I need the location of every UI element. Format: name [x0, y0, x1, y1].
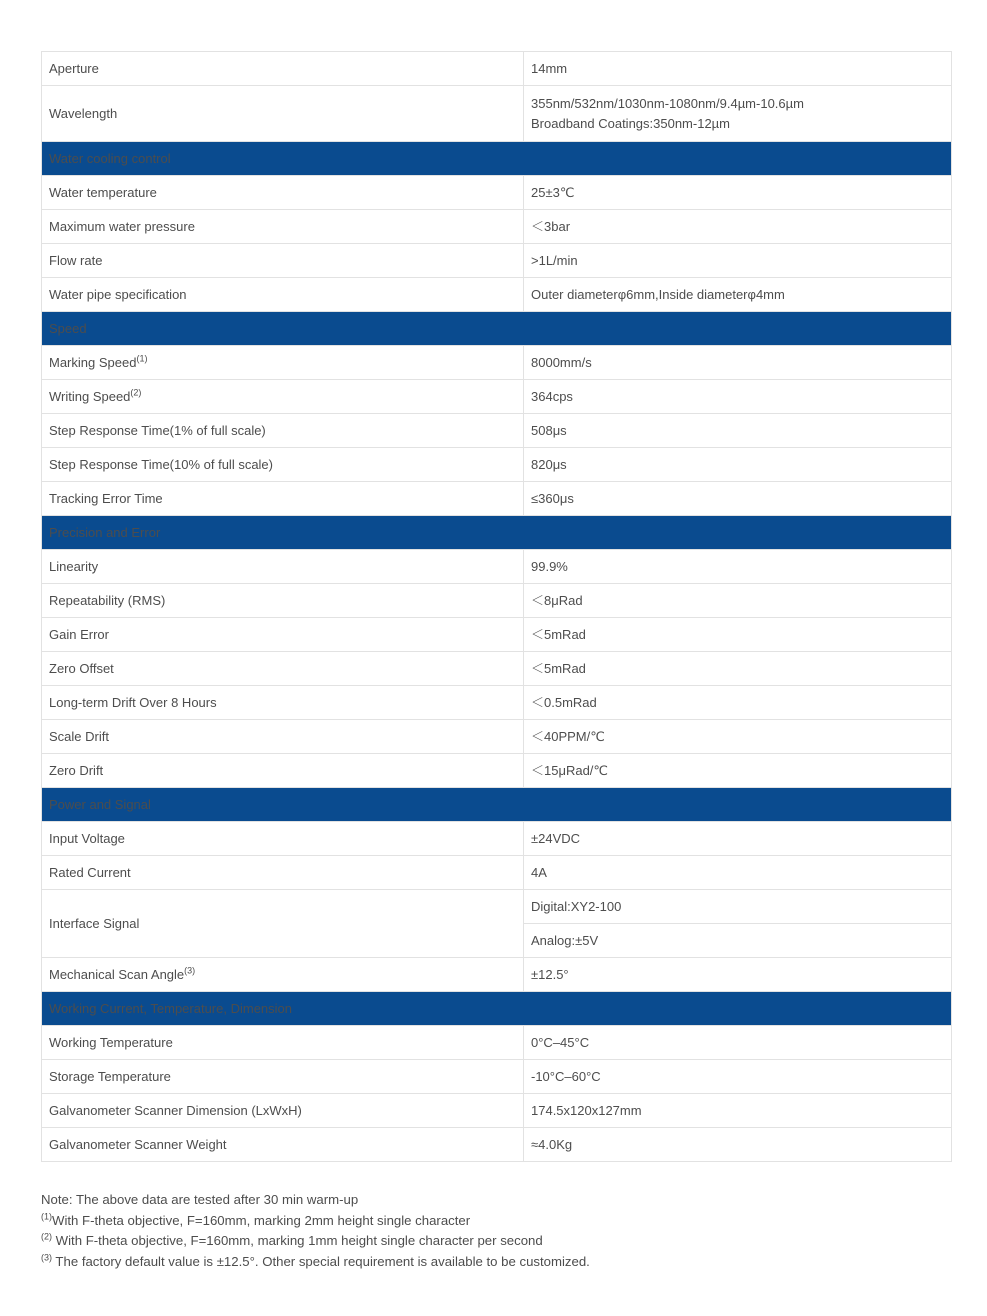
spec-value-line: 355nm/532nm/1030nm-1080nm/9.4µm-10.6µm	[531, 95, 804, 111]
footnote-marker: (3)	[41, 1252, 52, 1263]
spec-label: Interface Signal	[42, 890, 524, 958]
table-row	[42, 176, 952, 210]
spec-value: Outer diameterφ6mm,Inside diameterφ4mm	[524, 278, 952, 312]
table-row	[42, 1094, 952, 1128]
table-row	[42, 686, 952, 720]
spec-label: Linearity	[42, 550, 524, 584]
spec-value: Digital:XY2-100	[524, 890, 952, 924]
spec-label: Gain Error	[42, 618, 524, 652]
footnote-marker: (2)	[130, 387, 142, 398]
spec-value: 4A	[524, 856, 952, 890]
spec-value: 25±3℃	[524, 176, 952, 210]
table-row	[42, 584, 952, 618]
spec-value: 14mm	[524, 52, 952, 86]
spec-label: Maximum water pressure	[42, 210, 524, 244]
spec-label: Input Voltage	[42, 822, 524, 856]
table-row	[42, 618, 952, 652]
table-row	[42, 448, 952, 482]
specification-table	[41, 51, 952, 1162]
spec-label: Step Response Time(1% of full scale)	[42, 414, 524, 448]
footnote-marker: (1)	[41, 1211, 52, 1222]
spec-label: Storage Temperature	[42, 1060, 524, 1094]
table-row	[42, 346, 952, 380]
spec-value: 508μs	[524, 414, 952, 448]
table-row	[42, 890, 952, 924]
spec-label: Flow rate	[42, 244, 524, 278]
table-row	[42, 652, 952, 686]
section-header: Speed	[42, 312, 952, 346]
spec-value-line: Broadband Coatings:350nm-12µm	[531, 115, 730, 131]
footnote-text: With F-theta objective, F=160mm, marking 1mm height single character per second	[52, 1233, 543, 1248]
spec-value: ＜0.5mRad	[524, 686, 952, 720]
spec-value: 0°C–45°C	[524, 1026, 952, 1060]
spec-value: 820μs	[524, 448, 952, 482]
spec-label: Working Temperature	[42, 1026, 524, 1060]
table-row	[42, 380, 952, 414]
spec-value: ＜40PPM/℃	[524, 720, 952, 754]
table-row	[42, 856, 952, 890]
spec-label: Long-term Drift Over 8 Hours	[42, 686, 524, 720]
table-row	[42, 210, 952, 244]
spec-value: >1L/min	[524, 244, 952, 278]
spec-value: ≈4.0Kg	[524, 1128, 952, 1162]
spec-label-text: Marking Speed	[49, 354, 137, 370]
spec-label	[42, 346, 524, 380]
footnote-3	[41, 1252, 951, 1273]
section-header-row	[42, 142, 952, 176]
spec-label: Water pipe specification	[42, 278, 524, 312]
footnote-marker: (2)	[41, 1231, 52, 1242]
table-row	[42, 1060, 952, 1094]
spec-label: Galvanometer Scanner Dimension (LxWxH)	[42, 1094, 524, 1128]
spec-value: ±12.5°	[524, 958, 952, 992]
section-header-row	[42, 788, 952, 822]
spec-label: Wavelength	[42, 86, 524, 142]
spec-value: Analog:±5V	[524, 924, 952, 958]
footnotes	[41, 1190, 951, 1272]
spec-value: -10°C–60°C	[524, 1060, 952, 1094]
spec-label: Scale Drift	[42, 720, 524, 754]
spec-label: Step Response Time(10% of full scale)	[42, 448, 524, 482]
spec-label: Galvanometer Scanner Weight	[42, 1128, 524, 1162]
table-row	[42, 1026, 952, 1060]
table-row	[42, 1128, 952, 1162]
spec-label	[42, 380, 524, 414]
table-row	[42, 52, 952, 86]
footnote-text: With F-theta objective, F=160mm, marking 2mm height single character	[52, 1212, 471, 1228]
spec-value	[524, 86, 952, 142]
section-header-row	[42, 312, 952, 346]
table-row	[42, 86, 952, 142]
spec-value: ≤360μs	[524, 482, 952, 516]
spec-label: Zero Offset	[42, 652, 524, 686]
spec-value: 364cps	[524, 380, 952, 414]
section-header-row	[42, 992, 952, 1026]
footnote-1	[41, 1211, 951, 1232]
section-header: Working Current, Temperature, Dimension	[42, 992, 952, 1026]
table-row	[42, 414, 952, 448]
spec-label-text: Mechanical Scan Angle	[49, 966, 185, 982]
section-header: Water cooling control	[42, 142, 952, 176]
table-row	[42, 958, 952, 992]
spec-value: ＜3bar	[524, 210, 952, 244]
spec-label	[42, 958, 524, 992]
spec-value: ＜8μRad	[524, 584, 952, 618]
footnote-text: The factory default value is ±12.5°. Other special requirement is available to be customized.	[52, 1253, 590, 1269]
table-row	[42, 278, 952, 312]
footnote-2	[41, 1231, 951, 1252]
spec-value: ＜5mRad	[524, 618, 952, 652]
spec-value: 174.5x120x127mm	[524, 1094, 952, 1128]
spec-value: ＜5mRad	[524, 652, 952, 686]
spec-label: Rated Current	[42, 856, 524, 890]
section-header: Power and Signal	[42, 788, 952, 822]
section-header: Precision and Error	[42, 516, 952, 550]
spec-label: Water temperature	[42, 176, 524, 210]
footnote-marker: (3)	[184, 965, 196, 976]
spec-value: 99.9%	[524, 550, 952, 584]
spec-label-text: Writing Speed	[49, 388, 131, 404]
spec-value: ＜15μRad/℃	[524, 754, 952, 788]
footnote-marker: (1)	[136, 353, 148, 364]
table-row	[42, 754, 952, 788]
table-row	[42, 720, 952, 754]
table-row	[42, 822, 952, 856]
note-line: Note: The above data are tested after 30 min warm-up	[41, 1192, 359, 1207]
spec-label: Tracking Error Time	[42, 482, 524, 516]
spec-value: ±24VDC	[524, 822, 952, 856]
section-header-row	[42, 516, 952, 550]
table-row	[42, 244, 952, 278]
spec-label: Aperture	[42, 52, 524, 86]
table-row	[42, 550, 952, 584]
spec-value: 8000mm/s	[524, 346, 952, 380]
spec-label: Zero Drift	[42, 754, 524, 788]
table-row	[42, 482, 952, 516]
spec-label: Repeatability (RMS)	[42, 584, 524, 618]
